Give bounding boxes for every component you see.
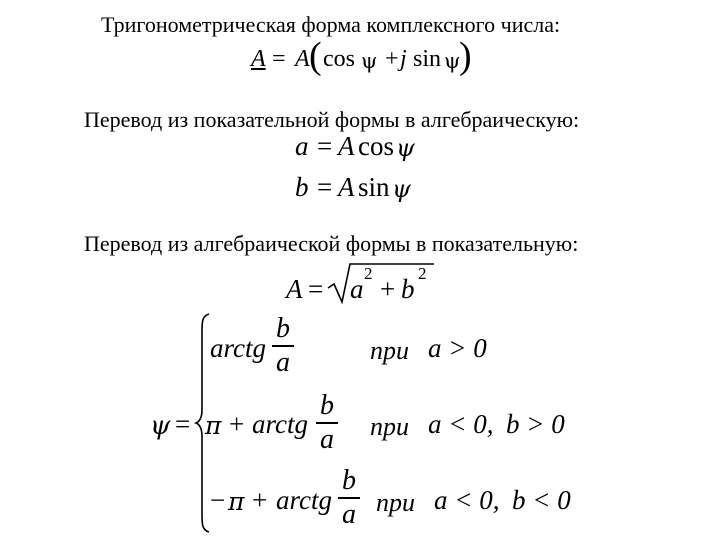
heading-alg-to-exp: Перевод из алгебраической формы в показательную: (84, 231, 579, 256)
psi-symbol: ψ (361, 49, 378, 73)
condition-word: при (370, 412, 409, 441)
imag-part-symbol: b (401, 274, 415, 304)
imaginary-unit: j (400, 46, 407, 72)
numerator: b (342, 465, 356, 496)
heading-exp-to-alg: Перевод из показательной формы в алгебраическую: (84, 107, 580, 132)
fraction-b-over-a (272, 314, 294, 378)
condition-word: при (370, 336, 409, 365)
denominator: a (276, 346, 290, 378)
magnitude-symbol: A (338, 131, 355, 161)
right-paren: ) (459, 35, 472, 77)
denominator: a (342, 498, 356, 530)
equals-sign: = (175, 409, 191, 439)
left-paren: ( (309, 35, 322, 77)
condition-a-negative: a < 0, (428, 409, 494, 439)
fraction-b-over-a (338, 466, 360, 530)
condition-word: при (376, 488, 415, 517)
pi-symbol: π (228, 487, 245, 516)
numerator: b (276, 313, 290, 344)
heading-trig-form: Тригонометрическая форма комплексного числа: (101, 12, 561, 37)
minus-sign: − (210, 485, 226, 515)
plus-sign: + (252, 485, 268, 515)
numerator: b (320, 390, 334, 421)
sin-function: sin (413, 46, 442, 72)
equals-sign: = (272, 46, 286, 72)
plus-sign: + (229, 409, 245, 439)
plus-sign: + (380, 274, 396, 304)
psi-symbol: ψ (444, 49, 461, 73)
cos-function: cos (323, 46, 355, 72)
psi-symbol: ψ (392, 175, 411, 203)
psi-symbol: ψ (150, 411, 171, 441)
real-part-symbol: a (295, 131, 309, 161)
real-part-symbol: a (350, 274, 364, 304)
pi-symbol: π (205, 411, 222, 440)
sin-function: sin (358, 172, 390, 202)
magnitude-symbol: A (295, 46, 310, 72)
plus-sign: + (385, 46, 399, 72)
arctg-function: arctg (252, 409, 308, 439)
complex-a-symbol: A (251, 46, 266, 72)
arctg-function: arctg (276, 485, 332, 515)
exponent: 2 (418, 264, 427, 283)
cos-function: cos (358, 131, 394, 161)
psi-symbol: ψ (396, 134, 415, 162)
equals-sign: = (317, 131, 333, 161)
fraction-b-over-a (316, 391, 338, 455)
equals-sign: = (308, 274, 324, 304)
condition-b-negative: b < 0 (512, 485, 571, 515)
arctg-function: arctg (210, 333, 266, 363)
condition-b-positive: b > 0 (506, 409, 565, 439)
exponent: 2 (364, 264, 373, 283)
equals-sign: = (317, 172, 333, 202)
magnitude-symbol: A (286, 274, 303, 304)
condition-a-positive: a > 0 (428, 333, 487, 363)
magnitude-symbol: A (338, 172, 355, 202)
denominator: a (320, 423, 334, 455)
imag-part-symbol: b (295, 172, 309, 202)
condition-a-negative: a < 0, (434, 485, 500, 515)
